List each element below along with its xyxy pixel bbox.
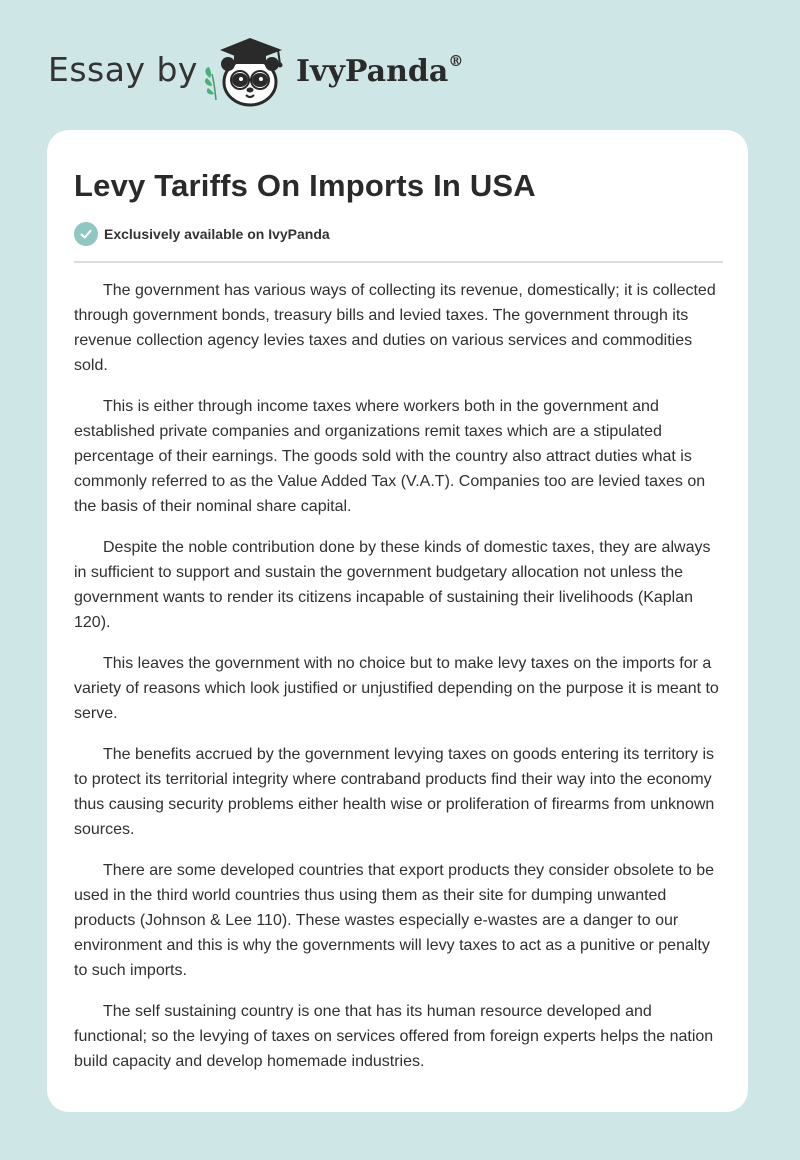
essay-body bbox=[74, 278, 726, 1090]
panda-graduate-icon bbox=[200, 34, 294, 110]
paragraph: Despite the noble contribution done by these kinds of domestic taxes, they are always in sufficient to support and sustain the government budgetary allocation not unless the government wants to render its citizens incapable of sustaining their livelihoods (Kaplan 120). bbox=[74, 539, 711, 631]
check-icon bbox=[74, 222, 98, 246]
brand-name[interactable]: IvyPanda® bbox=[296, 52, 464, 89]
registered-mark: ® bbox=[448, 52, 464, 70]
paragraph: This is either through income taxes where workers both in the government and established private companies and organizations remit taxes which are a stipulated percentage of their earnings. The goods sold with the country also attract duties what is commonly referred to as the Value Added Tax (V.A.T). Companies too are levied taxes on the basis of their nominal share capital. bbox=[74, 398, 706, 515]
paragraph: The government has various ways of collecting its revenue, domestically; it is collected through government bonds, treasury bills and levied taxes. The government through its revenue collection agency levies taxes and duties on various services and commodities sold. bbox=[74, 282, 716, 374]
ivypanda-logo[interactable] bbox=[200, 34, 294, 110]
page-title: Levy Tariffs On Imports In USA bbox=[74, 168, 536, 203]
paragraph: There are some developed countries that export products they consider obsolete to be used in the third world countries thus using them as their site for dumping unwanted products (Johnson & Lee 110). These wastes especially e-wastes are a danger to our environment and this is why the governments will levy taxes to act as a punitive or penalty to such imports. bbox=[74, 862, 715, 979]
paragraph: This leaves the government with no choice but to make levy taxes on the imports for a variety of reasons which look justified or unjustified depending on the purpose it is meant to serve. bbox=[74, 655, 719, 722]
essay-by-label: Essay by bbox=[48, 50, 198, 89]
exclusive-label: Exclusively available on IvyPanda bbox=[104, 226, 330, 242]
exclusive-badge bbox=[74, 222, 330, 246]
paragraph: The benefits accrued by the government levying taxes on goods entering its territory is to protect its territorial integrity where contraband products find their way into the economy thus causing security problems either health wise or proliferation of firearms from unknown sources. bbox=[74, 746, 715, 838]
divider bbox=[74, 261, 723, 263]
essay-card bbox=[47, 130, 748, 1112]
site-header bbox=[48, 34, 548, 114]
paragraph: The self sustaining country is one that has its human resource developed and functional; so the levying of taxes on services offered from foreign experts helps the nation build capacity and develop homemade industries. bbox=[74, 1003, 714, 1070]
